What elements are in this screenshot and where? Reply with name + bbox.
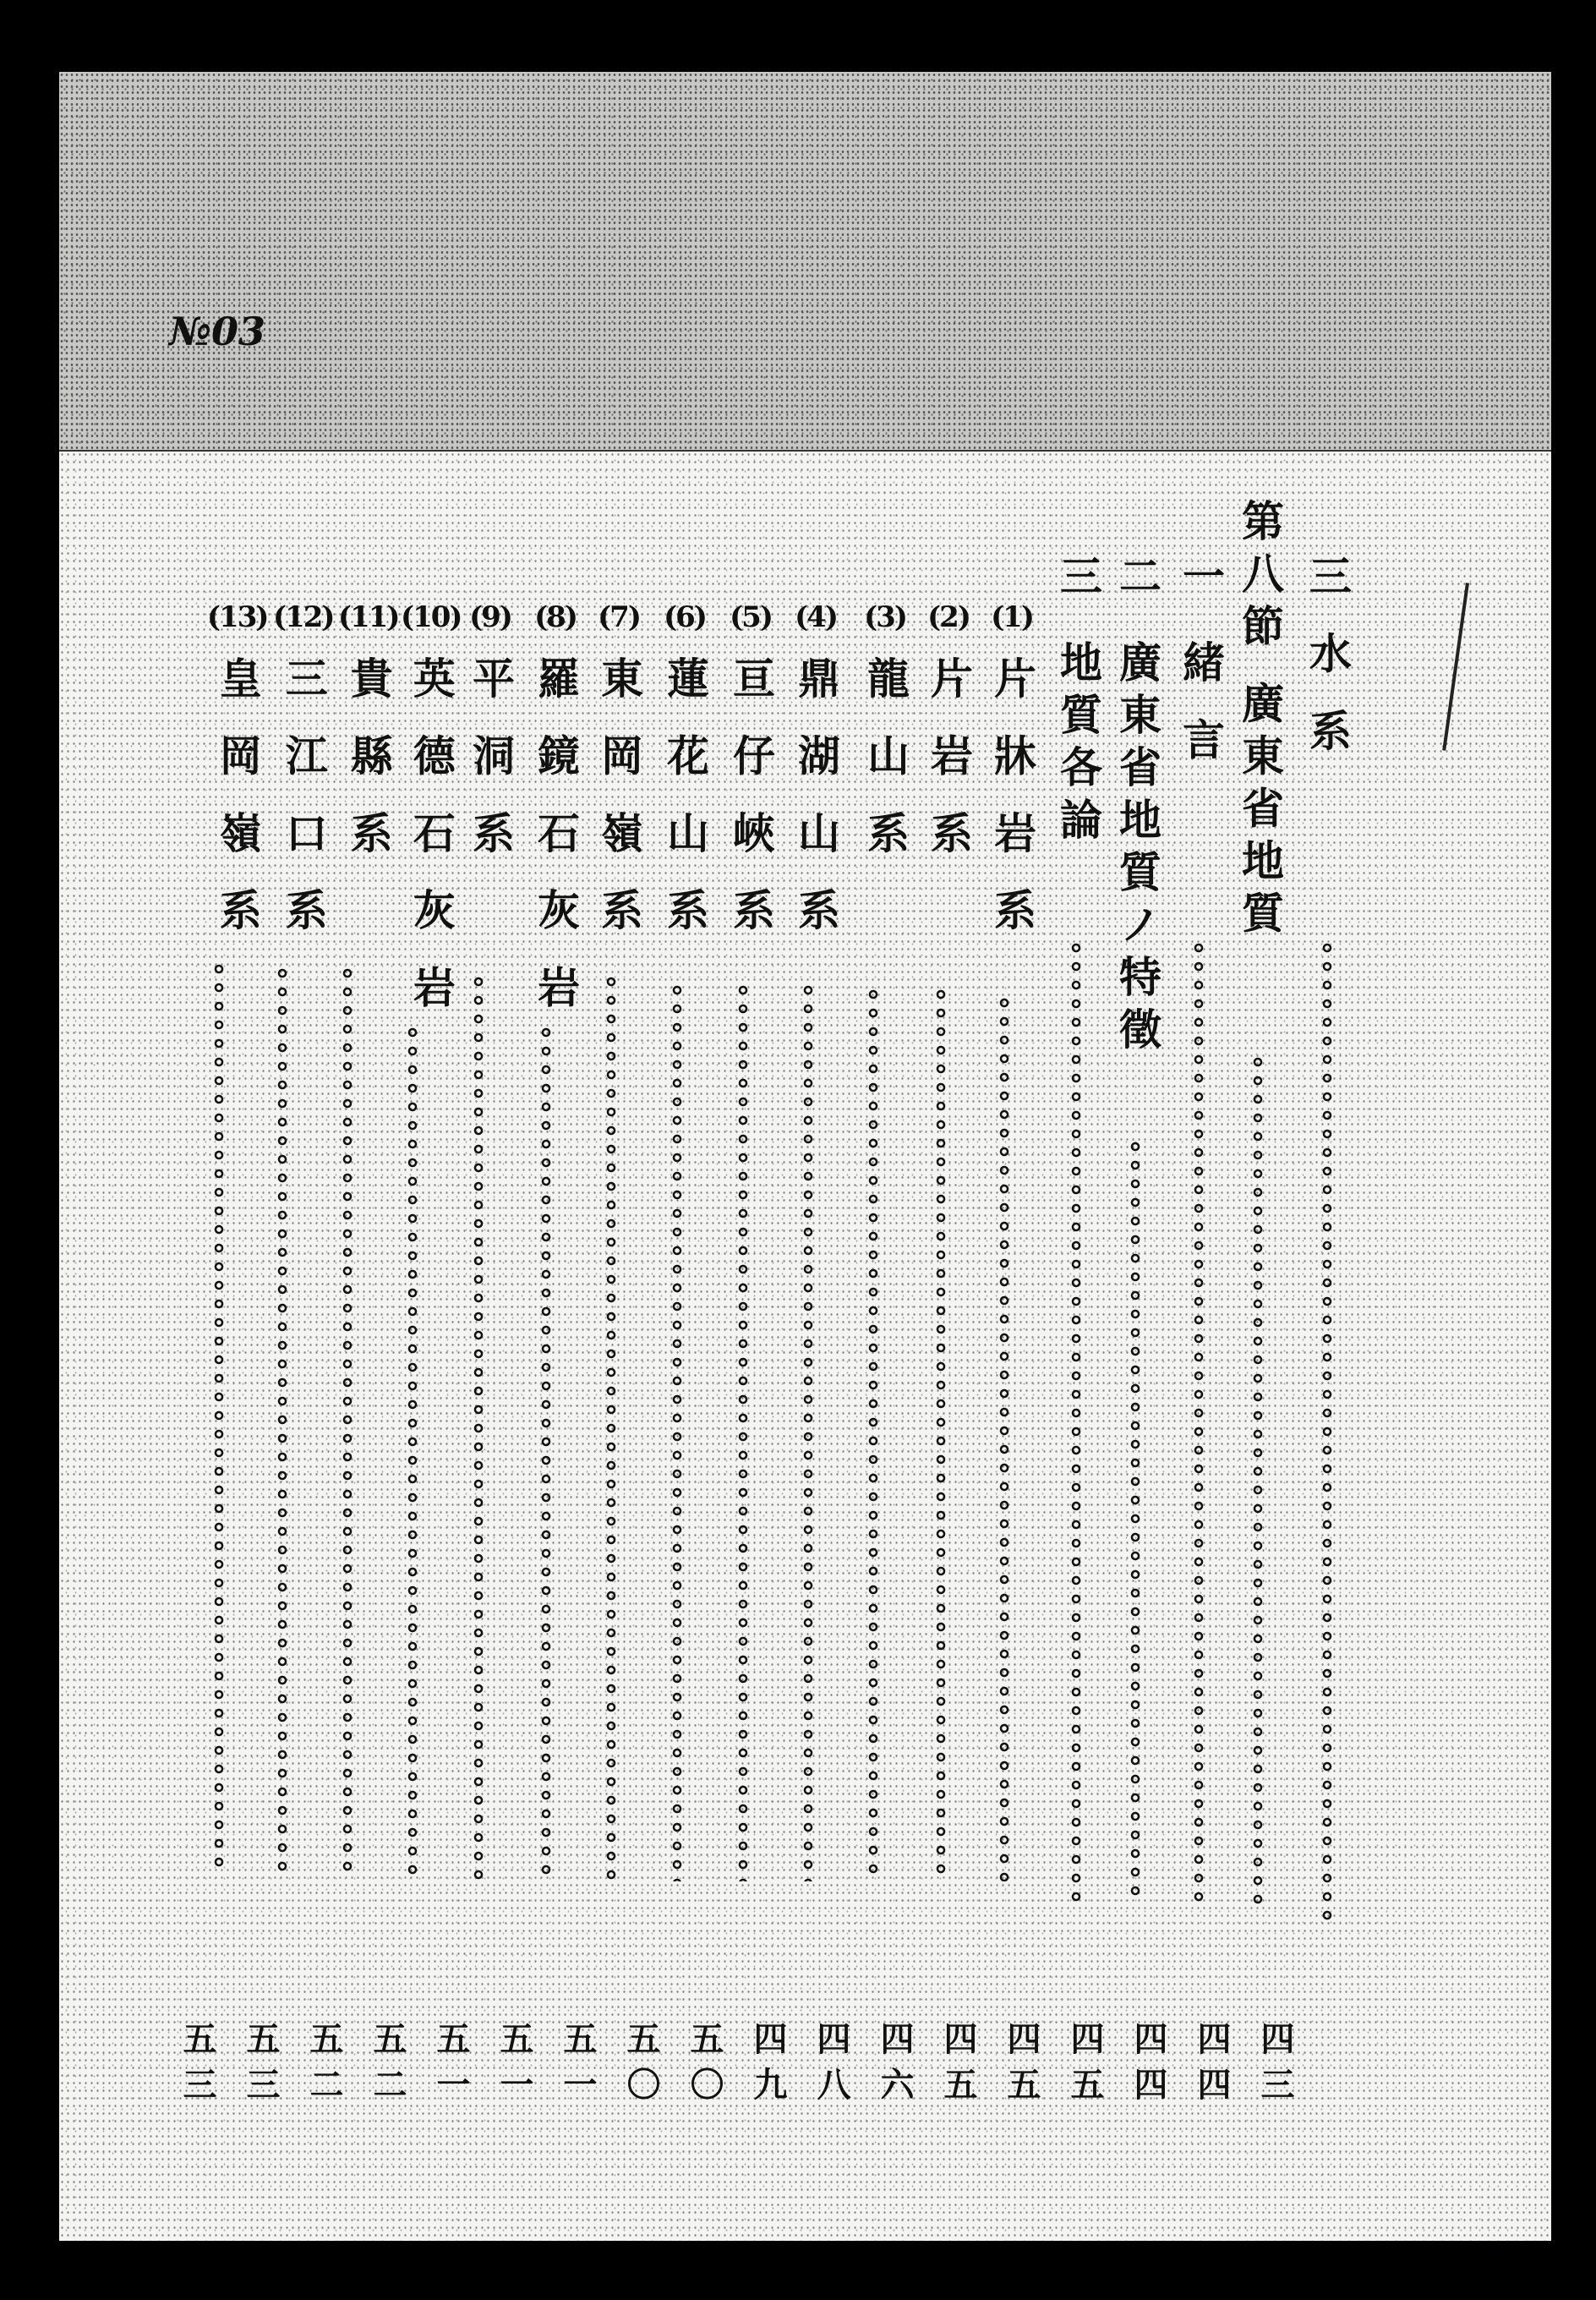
page-ref: 五〇: [621, 2021, 661, 2112]
entry-title: 亘 仔 峽 系: [726, 656, 776, 941]
page-ref: 五〇: [685, 2021, 724, 2112]
entry-index: (7): [598, 600, 640, 634]
entry-title: 三 江 口 系: [278, 656, 329, 941]
entry-index: (12): [273, 600, 334, 634]
leader-dots: [803, 981, 813, 1881]
page-ref: 四五: [1002, 2021, 1041, 2112]
entry-title: 皇 岡 嶺 系: [212, 656, 263, 941]
entry-8: [531, 600, 581, 1018]
entry-title: 片 岩 系: [924, 656, 974, 863]
entry-9: [466, 600, 516, 863]
leader-dots: [672, 981, 682, 1881]
entry-index: (3): [864, 600, 906, 634]
page-ref: 四五: [1065, 2021, 1105, 2112]
leader-dots: [738, 981, 748, 1881]
leader-dots: [999, 994, 1009, 1881]
top-item-title: 三 水 系: [1303, 554, 1353, 761]
entry-12: [273, 600, 334, 940]
entry-title: 平 洞 系: [466, 656, 516, 863]
entry-index: (9): [469, 600, 511, 634]
top-item: [1303, 554, 1353, 761]
entry-10: [401, 600, 462, 1018]
entry-index: (6): [664, 600, 706, 634]
section-item-num: 三: [1053, 554, 1103, 606]
leader-dots: [214, 960, 224, 1873]
page-ref: 四九: [748, 2021, 788, 2112]
entry-title: 鼎 湖 山 系: [791, 656, 841, 941]
entry-index: (1): [991, 600, 1033, 634]
entry-index: (4): [795, 600, 837, 634]
section-item-1: [1176, 554, 1226, 770]
entry-6: [660, 600, 710, 941]
page-ref: 四五: [938, 2021, 978, 2112]
leader-dots: [1253, 1053, 1263, 1907]
entry-index: (2): [927, 600, 970, 634]
entry-3: [861, 600, 910, 863]
section-item-num: 二: [1112, 554, 1162, 606]
leader-dots: [1322, 939, 1332, 1924]
section-heading: [1235, 499, 1285, 944]
entry-2: [924, 600, 974, 863]
leader-dots: [407, 1023, 418, 1881]
page-ref: 五三: [178, 2021, 217, 2112]
page-ref: 五三: [241, 2021, 281, 2112]
entry-5: [726, 600, 776, 941]
page-number: №03: [169, 309, 266, 354]
section-heading-text: 第八節 廣東省地質: [1235, 499, 1285, 944]
entry-7: [594, 600, 644, 941]
entry-title: 蓮 花 山 系: [660, 656, 710, 941]
page-ref: 四四: [1192, 2021, 1232, 2112]
entry-index: (13): [207, 600, 268, 634]
header-divider: [59, 450, 1551, 452]
entry-1: [987, 600, 1037, 941]
entry-title: 龍 山 系: [861, 656, 910, 863]
entry-4: [791, 600, 841, 941]
header-band: [59, 72, 1551, 451]
entry-index: (8): [534, 600, 577, 634]
entry-title: 東 岡 嶺 系: [594, 656, 644, 941]
entry-11: [338, 600, 399, 863]
page-ref: 四四: [1129, 2021, 1168, 2112]
leader-dots: [277, 964, 287, 1873]
section-item-2: [1112, 554, 1162, 1060]
leader-dots: [936, 985, 946, 1881]
entry-title: 英 德 石 灰 岩: [406, 656, 456, 1018]
section-item-num: 一: [1176, 554, 1226, 606]
page-ref: 四八: [812, 2021, 851, 2112]
page-ref: 五一: [495, 2021, 534, 2112]
leader-dots: [1130, 1137, 1140, 1898]
leader-dots: [868, 985, 878, 1881]
section-item-title: 緒 言: [1176, 640, 1226, 770]
leader-dots: [1194, 939, 1204, 1903]
entry-index: (5): [730, 600, 772, 634]
leader-dots: [606, 972, 616, 1881]
section-item-3: [1053, 554, 1103, 850]
entry-index: (10): [401, 600, 462, 634]
section-item-title: 地質各論: [1053, 640, 1103, 850]
entry-title: 片 牀 岩 系: [987, 656, 1037, 941]
page-ref: 五二: [304, 2021, 344, 2112]
entry-title: 貴 縣 系: [343, 656, 394, 863]
entry-index: (11): [338, 600, 399, 634]
page-ref: 五一: [431, 2021, 471, 2112]
page-ref: 五二: [368, 2021, 407, 2112]
entry-13: [207, 600, 268, 940]
entry-title: 羅 鏡 石 灰 岩: [531, 656, 581, 1018]
page-ref: 四六: [875, 2021, 915, 2112]
leader-dots: [541, 1023, 551, 1881]
leader-dots: [1071, 939, 1081, 1903]
leader-dots: [342, 964, 353, 1873]
section-item-title: 廣東省地質ノ特徵: [1112, 640, 1162, 1060]
page-ref: 四三: [1255, 2021, 1295, 2112]
page-ref: 五一: [558, 2021, 598, 2112]
leader-dots: [473, 972, 484, 1881]
